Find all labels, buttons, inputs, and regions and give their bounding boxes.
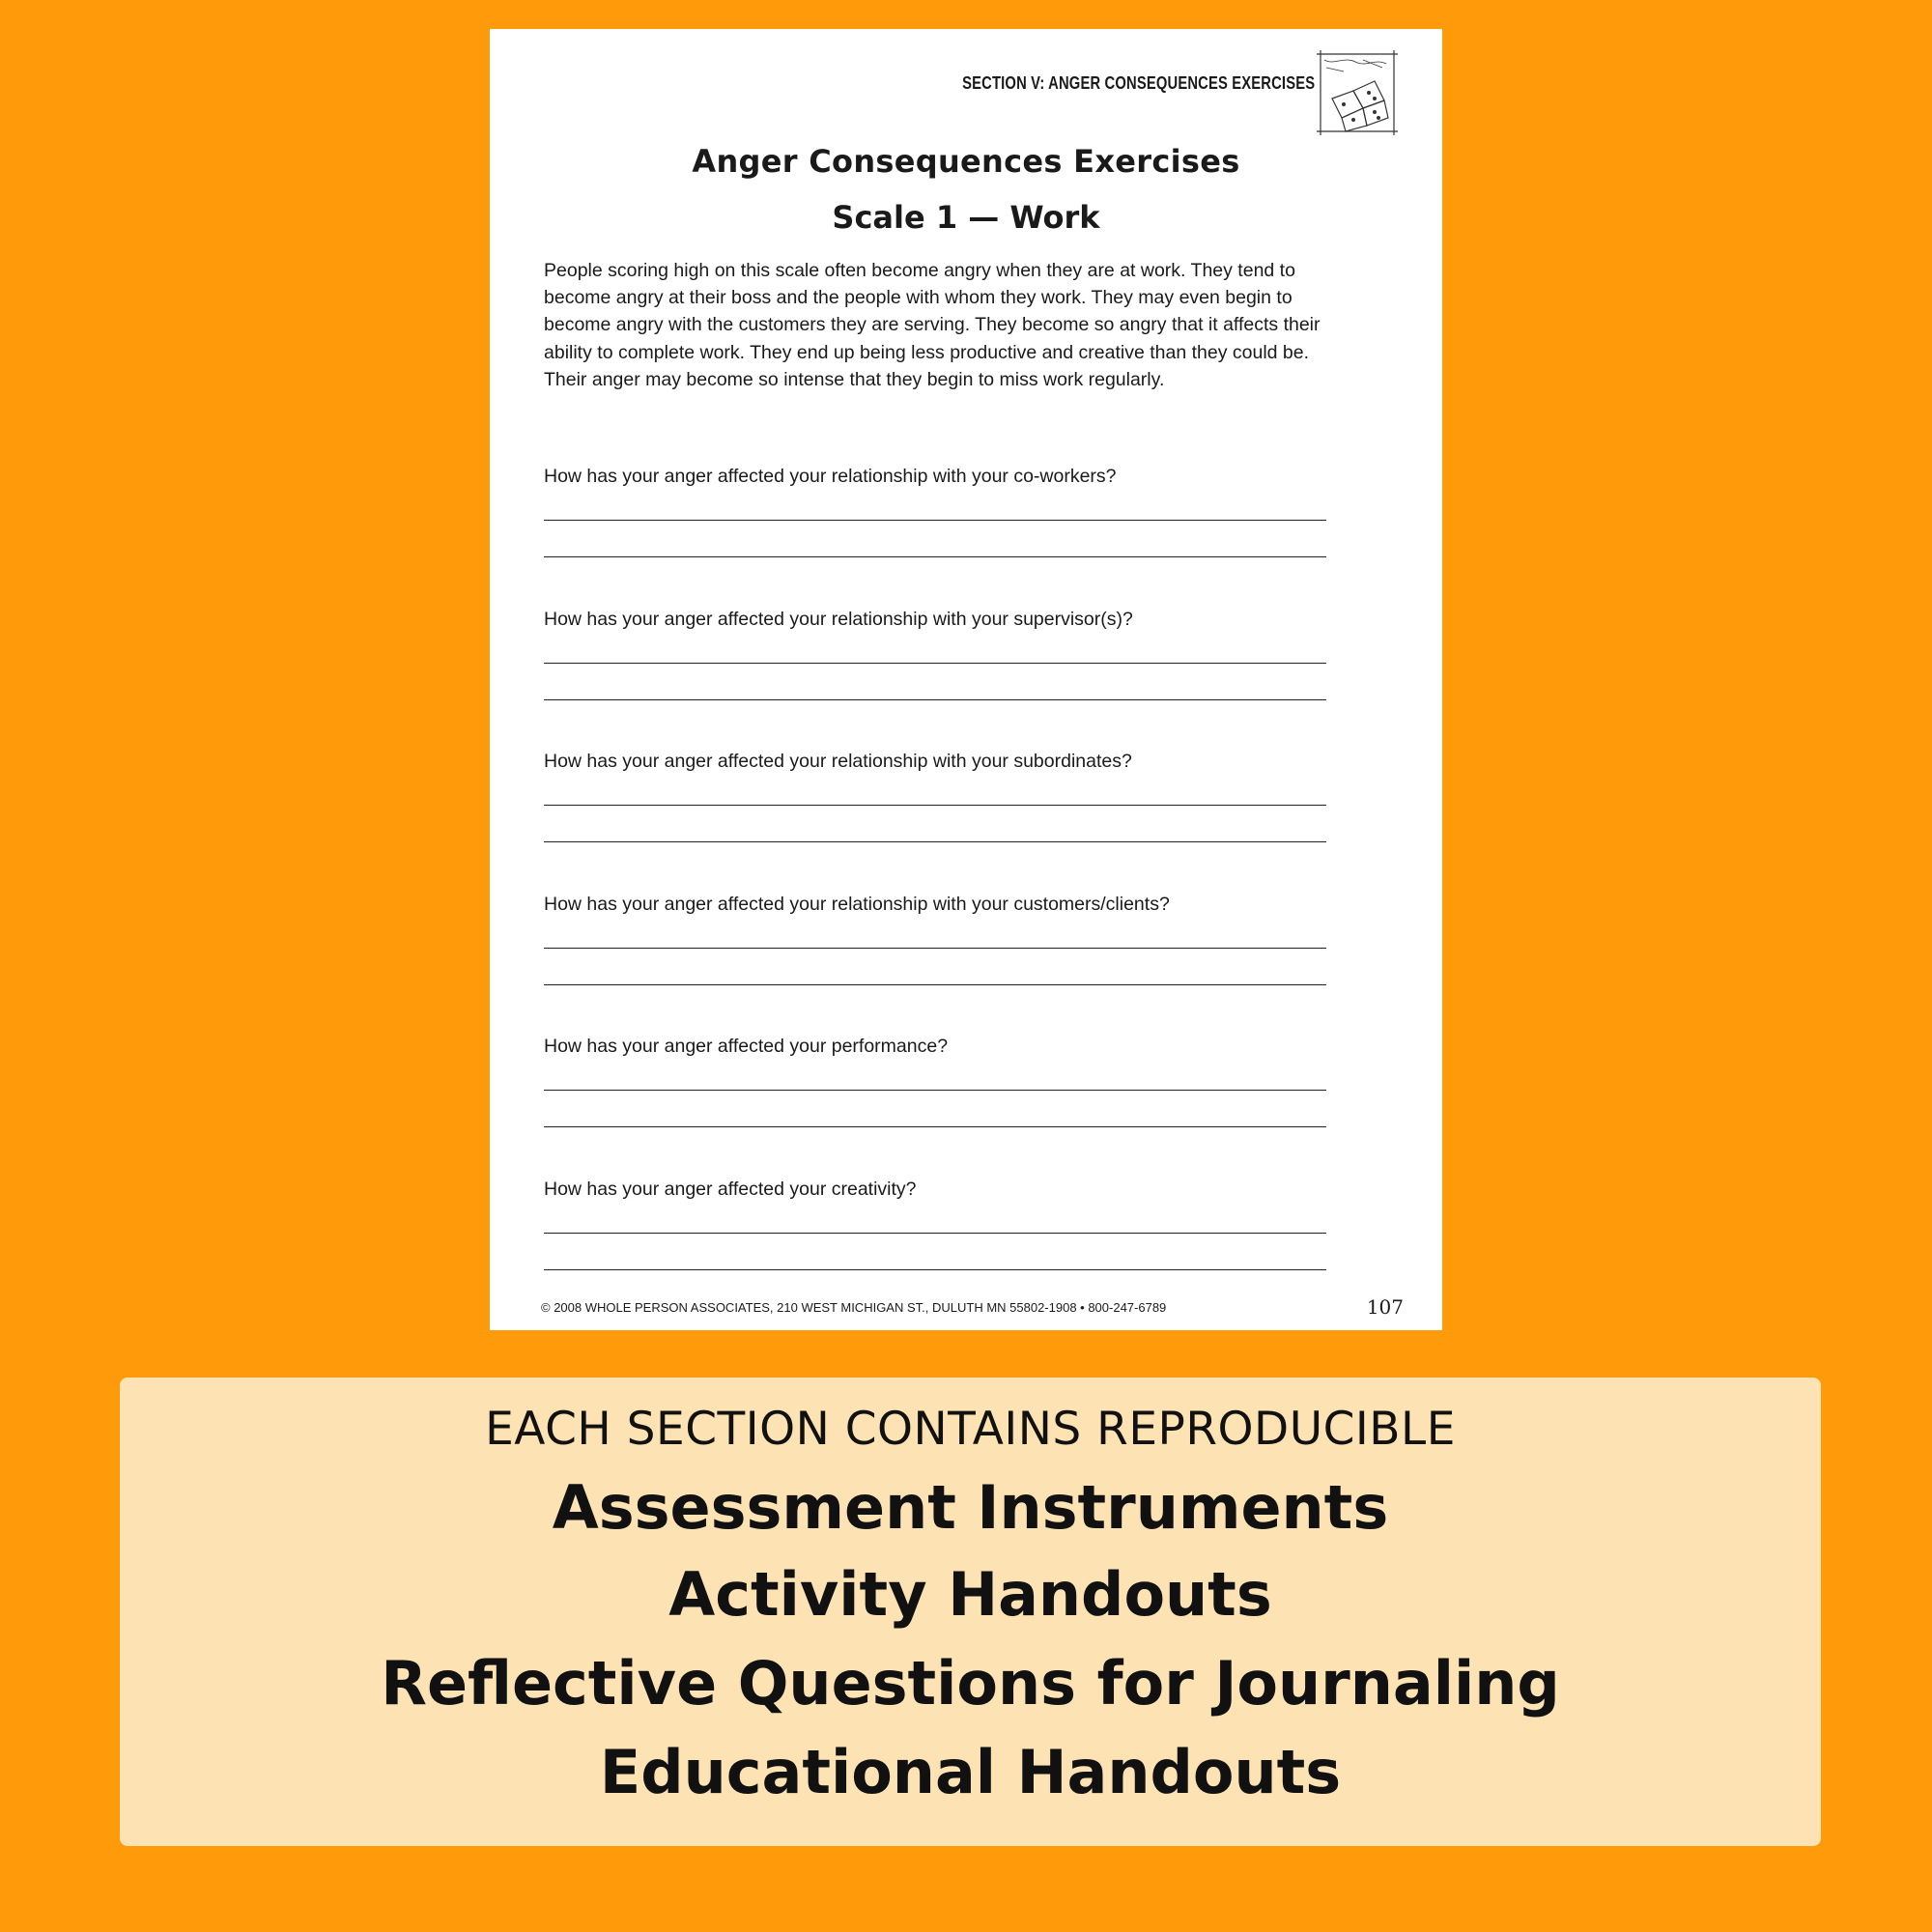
- question-3: How has your anger affected your relationship with your subordinates?: [544, 751, 1132, 772]
- answer-line[interactable]: [544, 699, 1326, 700]
- answer-line[interactable]: [544, 520, 1326, 521]
- question-1: How has your anger affected your relationship with your co-workers?: [544, 466, 1117, 487]
- answer-line[interactable]: [544, 1269, 1326, 1270]
- answer-line[interactable]: [544, 556, 1326, 557]
- banner-lead: EACH SECTION CONTAINS REPRODUCIBLE: [485, 1403, 1456, 1456]
- answer-line[interactable]: [544, 805, 1326, 806]
- section-header: SECTION V: ANGER CONSEQUENCES EXERCISES: [961, 73, 1315, 93]
- answer-line[interactable]: [544, 984, 1326, 985]
- banner-item-reflective: Reflective Questions for Journaling: [381, 1648, 1560, 1719]
- banner-item-assessment: Assessment Instruments: [552, 1472, 1389, 1543]
- answer-line[interactable]: [544, 841, 1326, 842]
- answer-line[interactable]: [544, 948, 1326, 949]
- answer-line[interactable]: [544, 663, 1326, 664]
- contents-banner: [120, 1378, 1821, 1846]
- page-number: 107: [1366, 1295, 1404, 1319]
- worksheet-subtitle: Scale 1 — Work: [832, 199, 1100, 236]
- question-4: How has your anger affected your relationship with your customers/clients?: [544, 894, 1170, 915]
- answer-line[interactable]: [544, 1233, 1326, 1234]
- banner-item-educational: Educational Handouts: [599, 1737, 1342, 1807]
- copyright-footer: © 2008 WHOLE PERSON ASSOCIATES, 210 WEST MICHIGAN ST., DULUTH MN 55802-1908 • 800-247-6789: [541, 1300, 1167, 1315]
- banner-item-activity: Activity Handouts: [668, 1559, 1272, 1630]
- question-6: How has your anger affected your creativity?: [544, 1179, 917, 1200]
- worksheet-page: [490, 29, 1442, 1330]
- intro-paragraph: People scoring high on this scale often become angry when they are at work. They tend to become angry at their boss and the people with whom they work. They may even begin to become angry with the customers they are serving. They become so angry that it affects their ability to complete work. They end up being less productive and creative than they could be. Their anger may become so intense that they begin to miss work regularly.: [544, 260, 1321, 390]
- question-2: How has your anger affected your relationship with your supervisor(s)?: [544, 609, 1133, 630]
- dice-sketch-icon: [1315, 48, 1400, 137]
- worksheet-title: Anger Consequences Exercises: [692, 143, 1240, 180]
- answer-line[interactable]: [544, 1126, 1326, 1127]
- question-5: How has your anger affected your performance?: [544, 1036, 949, 1057]
- answer-line[interactable]: [544, 1090, 1326, 1091]
